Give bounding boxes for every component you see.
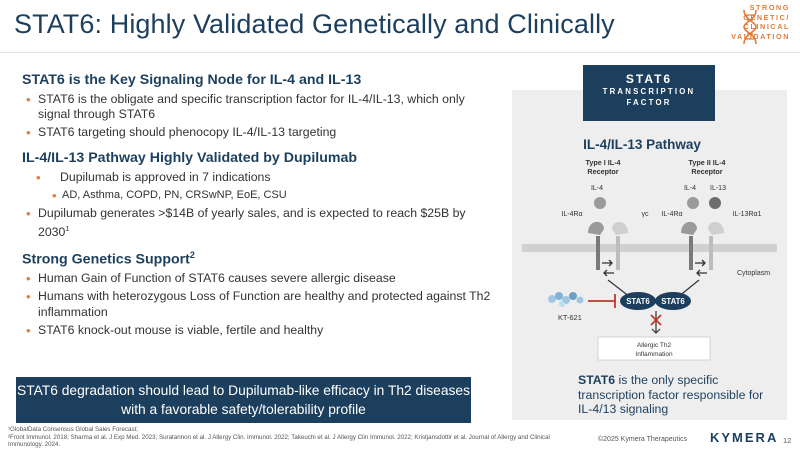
conclusion-banner: STAT6 degradation should lead to Dupilumab-like efficacy in Th2 diseases with a favorable safety/tolerability profile xyxy=(16,377,471,423)
il13ra1-receptor xyxy=(708,222,724,235)
bullet-item: • Human Gain of Function of STAT6 causes severe allergic disease xyxy=(22,271,492,286)
stat6-header-sub: FACTOR xyxy=(626,98,672,107)
bullet-item: • Dupilumab is approved in 7 indications xyxy=(22,170,492,185)
heading-text: Strong Genetics Support xyxy=(22,251,190,268)
section-heading-signaling: STAT6 is the Key Signaling Node for IL-4 and IL-13 xyxy=(22,72,362,88)
bullet-item: • STAT6 knock-out mouse is viable, fertile and healthy xyxy=(22,323,492,338)
receptor-stalk xyxy=(616,236,620,270)
stat6-label: STAT6 xyxy=(626,297,650,306)
footnotes xyxy=(8,426,583,449)
inhibition-icon xyxy=(588,294,615,308)
pathway-title: IL-4/IL-13 Pathway xyxy=(583,137,701,152)
cytoplasm-label: Cytoplasm xyxy=(737,270,771,277)
pathway-diagram xyxy=(512,125,787,370)
section-bullets-signaling xyxy=(22,92,492,141)
type2-receptor-label: Receptor xyxy=(691,167,723,176)
sub-bullet-item: • AD, Asthma, COPD, PN, CRSwNP, EoE, CSU xyxy=(22,188,492,203)
section-bullets-dupilumab xyxy=(22,170,492,241)
allergic-inflammation-label: Allergic Th2 xyxy=(636,342,672,349)
bullet-text: Dupilumab generates >$14B of yearly sales, and is expected to reach $25B by 2030 xyxy=(38,206,466,240)
section-bullets-genetics xyxy=(22,271,492,338)
jak-arrows-icon xyxy=(695,260,707,276)
kymera-logo: KYMERA xyxy=(710,430,779,445)
jak-arrows-icon xyxy=(602,260,614,276)
stat6-header-title: STAT6 xyxy=(625,72,673,86)
footnote-1: ¹GlobalData Consensus Global Sales Forecast; xyxy=(8,426,139,433)
yc-label: γc xyxy=(641,211,649,218)
section-heading-genetics xyxy=(22,250,492,268)
main-content xyxy=(22,72,492,347)
type1-receptor-label: Type I IL-4 xyxy=(585,158,621,167)
footnote-ref: 2 xyxy=(189,249,195,260)
footnote-2: ²Front Immunol. 2018; Sharma et al. J Exp Med. 2023; Suratannon et al. J Allergy Clin. Immunol. 2022; Takeuchi et al. J Allergy Clin Immunol. 2022; Kristjansdottir et al. Journal of Allergy and Clinical Immunology. 2024. xyxy=(8,433,550,449)
allergic-inflammation-label: Inflammation xyxy=(635,351,673,358)
type2-receptor-label: Type II IL-4 xyxy=(688,158,726,167)
il4ra-label: IL-4Rα xyxy=(561,211,583,218)
il4ra-receptor xyxy=(681,222,697,235)
bullet-item: • Humans with heterozygous Loss of Function are healthy and protected against Th2 inflammation xyxy=(22,289,492,319)
il4-ligand xyxy=(687,197,699,209)
title-divider xyxy=(0,52,800,53)
bullet-item: • STAT6 targeting should phenocopy IL-4/IL-13 targeting xyxy=(22,125,492,140)
footnote-ref: 1 xyxy=(65,224,70,234)
tagline-line: VALIDATION xyxy=(731,31,790,41)
page-number: 12 xyxy=(783,436,792,445)
il4-label: IL-4 xyxy=(590,185,604,192)
receptor-stalk xyxy=(689,236,693,270)
section-heading-dupilumab: IL-4/IL-13 Pathway Highly Validated by Dupilumab xyxy=(22,149,358,166)
caption-text: is the only specific transcription factor responsible for IL-4/13 signaling xyxy=(578,373,764,416)
kt621-molecule-icon xyxy=(548,292,584,307)
type1-receptor-label: Receptor xyxy=(587,167,619,176)
tagline-line: CLINICAL xyxy=(743,22,790,32)
il13ra1-label: IL-13Rα1 xyxy=(732,211,762,218)
stat6-header-sub: TRANSCRIPTION xyxy=(602,87,696,96)
tagline-line: STRONG xyxy=(749,3,790,12)
stat6-header xyxy=(583,65,715,121)
yc-receptor xyxy=(612,222,628,235)
page-title: STAT6: Highly Validated Genetically and Clinically xyxy=(14,9,615,39)
tagline-line: GENETIC/ xyxy=(743,12,790,22)
il4-ligand xyxy=(594,197,606,209)
il13-ligand xyxy=(709,197,721,209)
stat6-label: STAT6 xyxy=(661,297,685,306)
il4-label: IL-4 xyxy=(683,185,697,192)
il4ra-receptor xyxy=(588,222,604,235)
il13-label: IL-13 xyxy=(710,185,726,192)
bullet-item: • STAT6 is the obligate and specific transcription factor for IL-4/IL-13, which only signal through STAT6 xyxy=(22,92,492,122)
il4ra-label: IL-4Rα xyxy=(661,211,683,218)
kt621-label: KT-621 xyxy=(558,313,582,322)
tagline xyxy=(716,3,790,41)
receptor-stalk xyxy=(596,236,600,270)
copyright: ©2025 Kymera Therapeutics xyxy=(598,436,688,443)
bullet-item xyxy=(22,206,492,241)
receptor-stalk xyxy=(709,236,713,270)
caption-bold: STAT6 xyxy=(578,373,616,387)
panel-caption xyxy=(578,373,778,417)
